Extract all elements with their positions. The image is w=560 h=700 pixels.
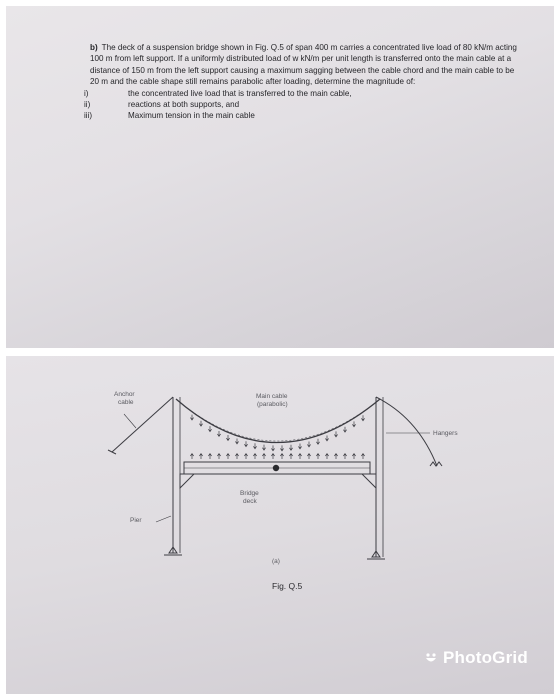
hanger-loads xyxy=(190,415,364,459)
main-cable-label-1: Main cable xyxy=(256,393,288,400)
hanger-arrow-down xyxy=(298,443,301,448)
hanger-arrow-down xyxy=(343,427,346,432)
left-deck-bearing xyxy=(180,474,194,488)
hanger-arrow-down xyxy=(289,445,292,450)
question-text: The deck of a suspension bridge shown in Fig. Q.5 of span 400 m carries a concentrated live load of 80 kN/m acting 100 m from left support. If a uniformly distributed load of w kN/m per unit length is transferred onto the main cable at a distance of 150 m from the left support causing a maximum sagging between the cable chord and the main cable to be 20 m and the cable shape still remains parabolic after loading, determine the magnitude of: xyxy=(90,43,517,87)
hanger-arrow-down xyxy=(226,435,229,440)
hangers-label: Hangers xyxy=(433,430,458,437)
hanger-arrow-down xyxy=(316,439,319,444)
figure-caption: Fig. Q.5 xyxy=(272,581,303,591)
hanger-arrow-up xyxy=(208,454,211,459)
right-deck-bearing xyxy=(362,474,376,488)
sub-figure-label: (a) xyxy=(272,558,280,565)
hanger-arrow-up xyxy=(280,454,283,459)
photogrid-smile-icon xyxy=(424,651,438,665)
question-item-text: Maximum tension in the main cable xyxy=(128,111,255,121)
hanger-arrow-up xyxy=(343,454,346,459)
hanger-arrow-up xyxy=(271,454,274,459)
hanger-arrow-up xyxy=(226,454,229,459)
hanger-arrow-down xyxy=(199,421,202,426)
question-item-2 xyxy=(84,99,518,110)
hanger-arrow-up xyxy=(262,454,265,459)
question-item-number: i) xyxy=(84,88,89,98)
hanger-arrow-up xyxy=(361,454,364,459)
question-panel xyxy=(6,6,554,348)
pier-label: Pier xyxy=(130,517,142,524)
hanger-arrow-down xyxy=(235,438,238,443)
hanger-arrow-up xyxy=(352,454,355,459)
hanger-arrow-up xyxy=(325,454,328,459)
hanger-arrow-down xyxy=(334,431,337,436)
question-item-text: reactions at both supports, and xyxy=(128,100,240,110)
deck-label-2: deck xyxy=(243,498,257,505)
main-cable-label-2: (parabolic) xyxy=(257,401,288,408)
hanger-arrow-down xyxy=(352,421,355,426)
hanger-arrow-up xyxy=(316,454,319,459)
hanger-arrow-up xyxy=(217,454,220,459)
deck-label-1: Bridge xyxy=(240,490,259,497)
hanger-arrow-up xyxy=(253,454,256,459)
hanger-arrow-up xyxy=(289,454,292,459)
question-item-number: iii) xyxy=(84,111,93,121)
hanger-arrow-down xyxy=(253,443,256,448)
suspension-bridge-diagram xyxy=(6,356,554,694)
question-item-3 xyxy=(84,110,518,121)
hanger-arrow-up xyxy=(298,454,301,459)
anchor-label-1: Anchor xyxy=(114,391,135,398)
anchor-label-2: cable xyxy=(118,399,134,406)
anchor-cable-leader xyxy=(124,414,136,428)
hanger-arrow-up xyxy=(199,454,202,459)
hanger-arrow-down xyxy=(217,431,220,436)
hanger-arrow-down xyxy=(280,445,283,450)
hanger-arrow-down xyxy=(307,441,310,446)
right-anchor-cable xyxy=(376,397,437,466)
hanger-arrow-down xyxy=(190,415,193,420)
hanger-arrow-down xyxy=(262,445,265,450)
hanger-arrow-down xyxy=(244,441,247,446)
question-item-1 xyxy=(84,88,518,99)
hanger-arrow-down xyxy=(361,415,364,420)
figure-panel xyxy=(6,356,554,694)
hanger-arrow-up xyxy=(190,454,193,459)
hanger-arrow-up xyxy=(334,454,337,459)
left-anchor-foot xyxy=(108,450,116,454)
question-item-number: ii) xyxy=(84,100,91,110)
pier-leader xyxy=(156,516,171,522)
hanger-arrow-up xyxy=(307,454,310,459)
question-intro xyxy=(90,42,518,88)
hanger-arrow-down xyxy=(208,426,211,431)
hanger-arrow-down xyxy=(325,435,328,440)
watermark-text: PhotoGrid xyxy=(443,648,528,667)
question-label: b) xyxy=(90,43,98,52)
question-item-text: the concentrated live load that is transferred to the main cable, xyxy=(128,88,352,98)
hanger-arrow-down xyxy=(271,445,274,450)
hanger-arrow-up xyxy=(244,454,247,459)
question-block xyxy=(84,42,518,122)
photogrid-watermark xyxy=(424,648,528,668)
load-point-marker xyxy=(273,465,279,471)
hanger-arrow-up xyxy=(235,454,238,459)
